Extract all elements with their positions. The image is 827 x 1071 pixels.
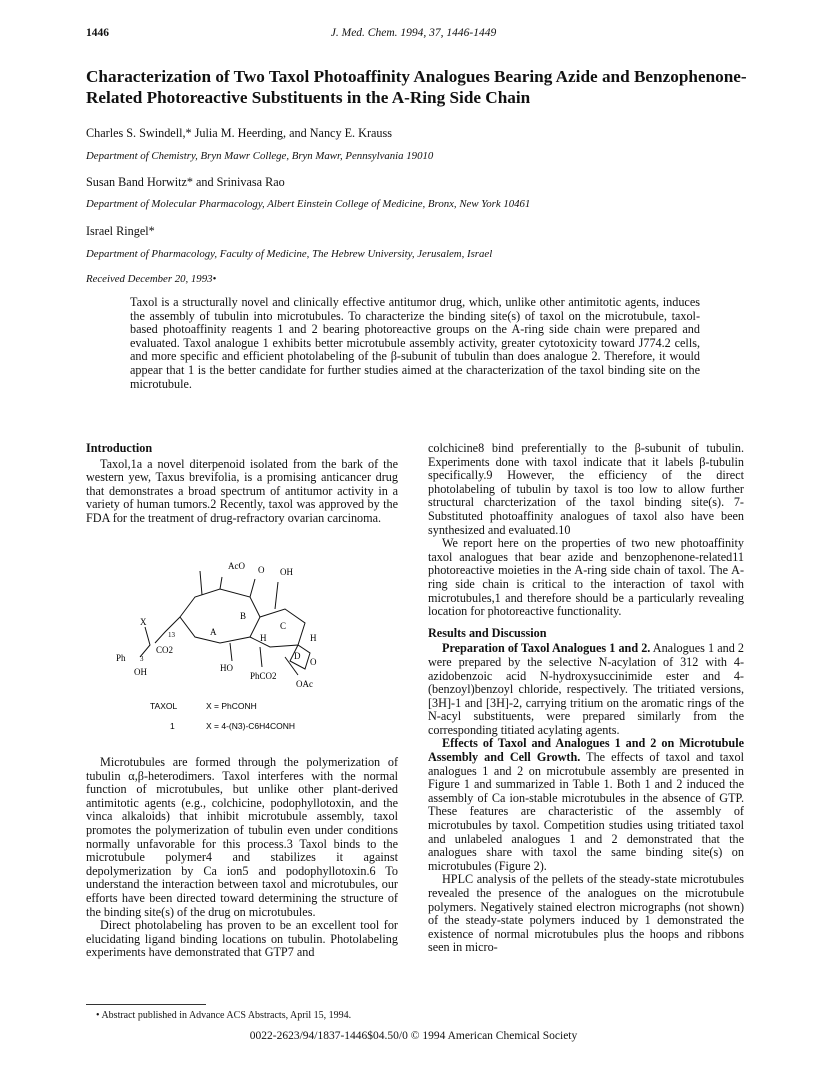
- label-ph: Ph: [116, 653, 126, 663]
- results-heading: Results and Discussion: [428, 625, 547, 640]
- author-line-3: Israel Ringel*: [86, 224, 155, 238]
- intro-paragraph-1: Taxol,1a a novel diterpenoid isolated from the bark of the western yew, Taxus brevifolia, is a promising anticancer drug that demonstrates a broad spectrum of antitumor activity in a variety of human tumors.2 Recently, taxol was approved by the FDA for the treatment of drug-refractory ovarian carcinoma.: [86, 456, 398, 525]
- affiliation-1: Department of Chemistry, Bryn Mawr College, Bryn Mawr, Pennsylvania 19010: [86, 150, 434, 162]
- copyright-footer: 0022-2623/94/1837-1446$04.50/0 © 1994 American Chemical Society: [249, 1030, 578, 1042]
- right-paragraph-3: HPLC analysis of the pellets of the steady-state microtubules revealed the presence of the analogues on the microtubule polymers. Negatively stained electron micrographs (not shown) of the steady-state polymers induced by 1 demonstrated the existence of normal microtubules plus the hoops and ribbons seen in micro-: [428, 872, 744, 955]
- article-title: Characterization of Two Taxol Photoaffinity Analogues Bearing Azide and Benzophenone-Related Photoreactive Substituents in the A-Ring Side Chain: [86, 67, 747, 107]
- label-ring-b: B: [240, 611, 247, 621]
- compound-id-taxol: TAXOL: [150, 701, 178, 711]
- label-ho: HO: [220, 663, 233, 673]
- compound-id-1: 1: [170, 721, 175, 731]
- label-ring-d: D: [294, 651, 301, 661]
- footnote: • Abstract published in Advance ACS Abstracts, April 15, 1994.: [96, 1010, 352, 1021]
- footnote-rule: [86, 1004, 206, 1005]
- author-line-1: Charles S. Swindell,* Julia M. Heerding, and Nancy E. Krauss: [86, 126, 392, 140]
- right-column: [428, 442, 744, 955]
- label-o-ring: O: [310, 657, 317, 667]
- intro-paragraph-3: Direct photolabeling has proven to be an excellent tool for elucidating ligand binding locations on tubulin. Photolabeling experiments have demonstrated that GTP7 and: [86, 918, 398, 960]
- right-paragraph-1: colchicine8 bind preferentially to the β-subunit of tubulin. Experiments done with taxol indicate that it labels β-tubulin specifically.9 However, the efficiency of the direct photolabeling of tubulin by taxol is too low to allow further structural charcterization of the taxol binding site(s). 7-Substituted photoaffinity analogues of taxol also have been synthesized and evaluated.10: [428, 441, 744, 537]
- author-line-2: Susan Band Horwitz* and Srinivasa Rao: [86, 175, 285, 189]
- label-x: X: [140, 617, 147, 627]
- label-oh-top: OH: [280, 567, 293, 577]
- abstract: Taxol is a structurally novel and clinically effective antitumor drug, which, unlike other antimitotic agents, induces the assembly of tubulin into microtubules. To characterize the binding site(s) of taxol on the microtubule, taxol-based photoaffinity reagents 1 and 2 bearing photoreactive groups on the A-ring side chain were prepared and evaluated. Taxol analogue 1 exhibits better microtubule assembly activity, greater cytotoxicity toward J774.2 cells, and more specific and efficient photolabeling of the β-subunit of tubulin than does analogue 2. Therefore, it would appear that 1 is the better candidate for further studies aimed at the characterization of the taxol binding site on the microtubule.: [130, 295, 700, 391]
- taxol-structure-diagram: [110, 557, 410, 747]
- introduction-heading: Introduction: [86, 441, 153, 455]
- right-paragraph-2: We report here on the properties of two new photoaffinity taxol analogues that bear azide and benzophenone-related11 photoreactive moieties in the A-ring side chain of taxol. The A-ring side chain is critical to the interaction of taxol with microtubules,1 and therefore should be a particularly revealing location for photoreactive functionality.: [428, 536, 744, 619]
- label-h-center: H: [260, 633, 267, 643]
- label-13: 13: [168, 631, 175, 639]
- label-h-right: H: [310, 633, 317, 643]
- journal-header: J. Med. Chem. 1994, 37, 1446-1449: [330, 27, 497, 39]
- label-ring-c: C: [280, 621, 287, 631]
- label-3: 3: [140, 655, 144, 663]
- label-aco: AcO: [228, 561, 245, 571]
- label-oh-bottom: OH: [134, 667, 147, 677]
- section-effects-text: The effects of taxol and taxol analogues 1 and 2 on microtubule assembly are presented in Figure 1 and summarized in Table 1. Both 1 and 2 induced the assembly of Ca ion-stable microtubules in the absence of GTP. These features are characteristic of the assembly of microtubules by taxol. Competition studies using tritiated taxol and unlabeled analogues 1 and 2 demonstrated that the analogues share with taxol the same binding site(s) on microtubules (Figure 2).: [428, 750, 744, 873]
- label-co2: CO2: [156, 645, 174, 655]
- section-effects: [428, 737, 744, 873]
- left-column-top: [86, 442, 398, 526]
- section-preparation-title: Preparation of Taxol Analogues 1 and 2.: [442, 641, 651, 656]
- left-column-bottom: [86, 756, 398, 960]
- received-date: Received December 20, 1993•: [86, 273, 217, 285]
- label-ring-a: A: [210, 627, 217, 637]
- section-preparation-text: Analogues 1 and 2 were prepared by the selective N-acylation of 312 with 4-azidobenzoic acid N-hydroxysuccinimide ester and 4-(benzoyl)benzoyl chloride, respectively. The tritiated versions, [3H]-1 and [3H]-2, carrying tritium on the aromatic rings of the N-acyl substituents, were prepared similarly from the corresponding titiated acylating agents.: [428, 641, 744, 737]
- label-o: O: [258, 565, 265, 575]
- page-number: 1446: [86, 27, 109, 39]
- compound-x-taxol: X = PhCONH: [206, 701, 257, 711]
- label-phco2: PhCO2: [250, 671, 277, 681]
- affiliation-3: Department of Pharmacology, Faculty of Medicine, The Hebrew University, Jerusalem, Israel: [86, 248, 493, 260]
- intro-paragraph-2: Microtubules are formed through the polymerization of tubulin α,β-heterodimers. Taxol interferes with the normal function of microtubules, but unlike other plant-derived antimitotic agents (e.g., colchicine, podophyllotoxin, and the vinca alkaloids) that inhibit microtubule assembly, taxol promotes the polymerization of tubulin even under conditions normally unfavorable for this process.3 Taxol binds to the microtubule polymer4 and stabilizes it against depolymerization by Ca ion5 and podophyllotoxin.6 To understand the interaction between taxol and microtubules, our efforts have been directed toward determining the structure of the binding site(s) of the drug on microtubules.: [86, 755, 398, 919]
- label-oac: OAc: [296, 679, 313, 689]
- section-preparation: [428, 642, 744, 737]
- section-effects-title: Effects of Taxol and Analogues 1 and 2 on Microtubule Assembly and Cell Growth.: [428, 736, 744, 765]
- compound-x-1: X = 4-(N3)-C6H4CONH: [206, 721, 296, 731]
- affiliation-2: Department of Molecular Pharmacology, Albert Einstein College of Medicine, Bronx, New York 10461: [86, 198, 531, 210]
